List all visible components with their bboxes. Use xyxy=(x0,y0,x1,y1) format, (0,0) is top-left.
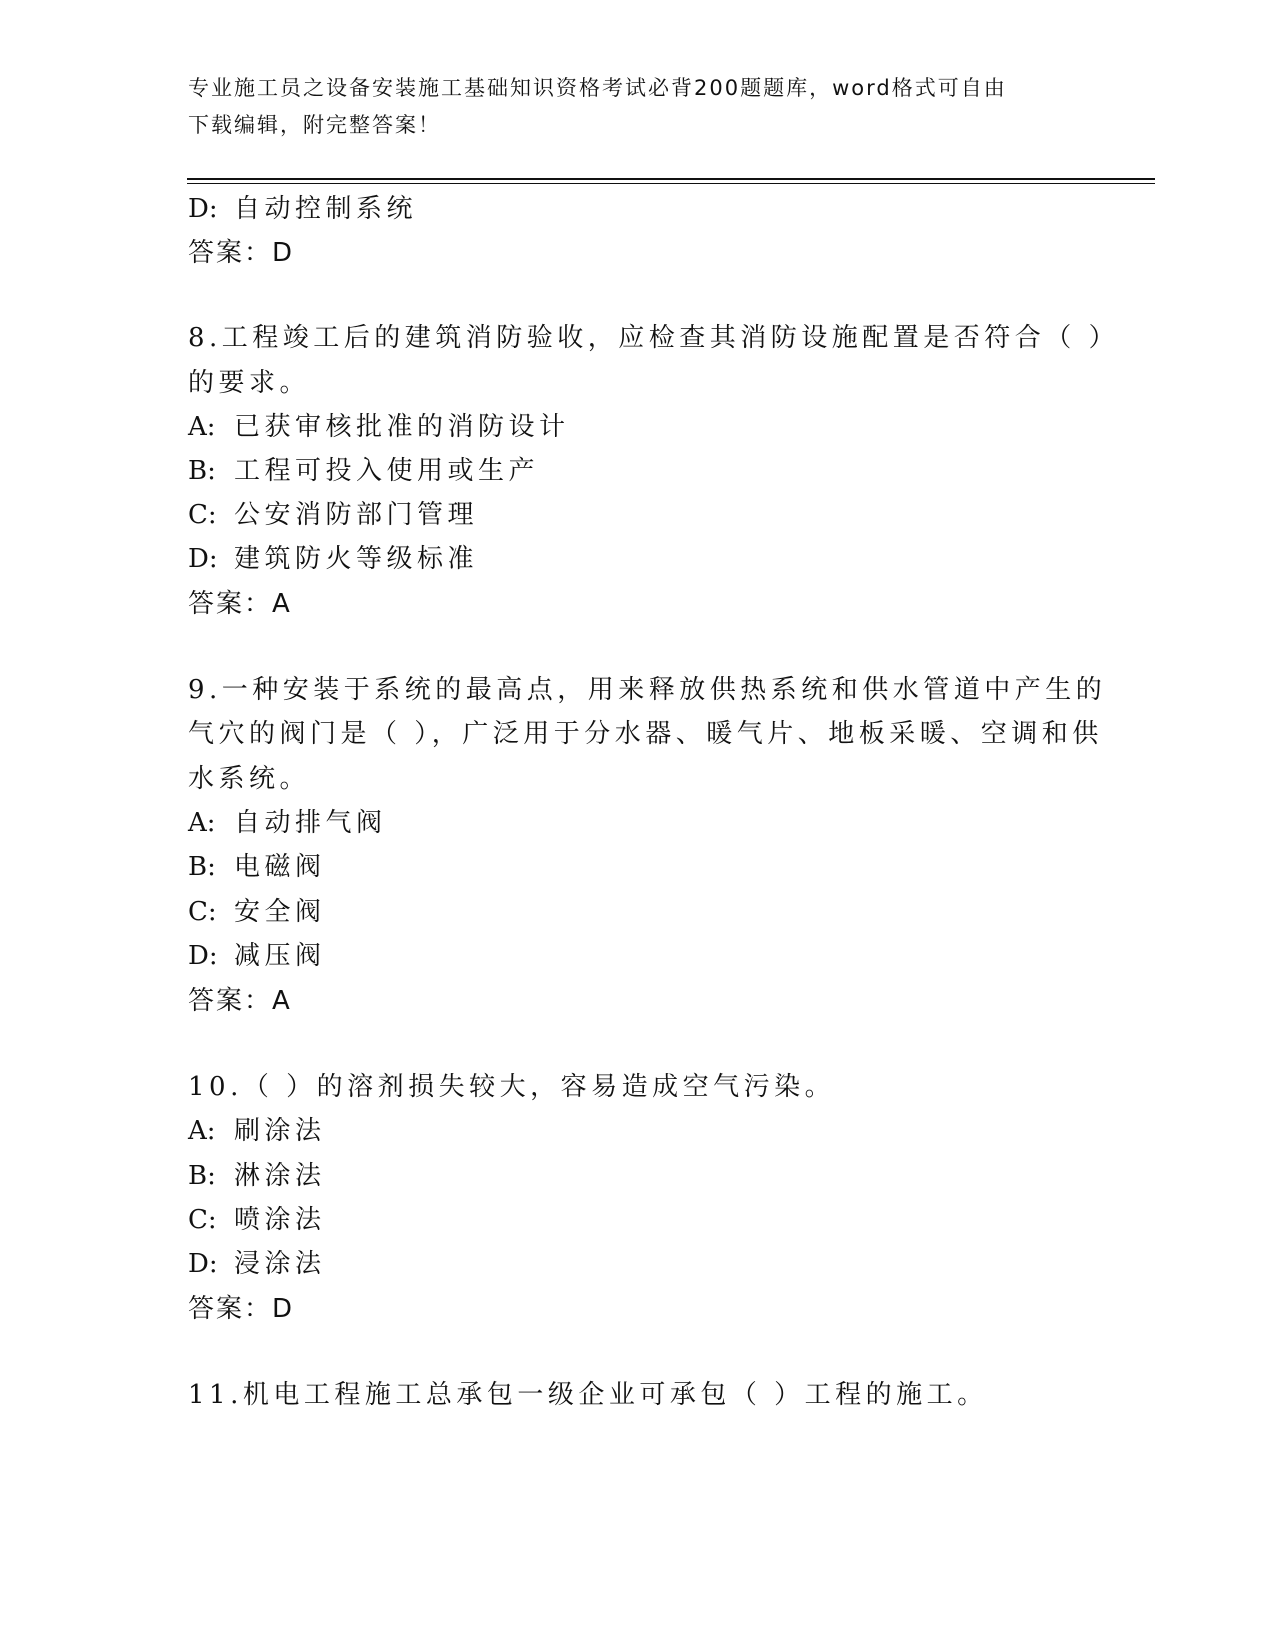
option-text: 电磁阀 xyxy=(234,852,326,882)
option-letter: A: xyxy=(188,808,216,838)
q8-stem-line-1: 8.工程竣工后的建筑消防验收，应检查其消防设施配置是否符合（ ） xyxy=(188,323,1120,353)
q9-option-a xyxy=(188,806,387,840)
q9-option-c xyxy=(188,895,326,929)
option-text: 浸涂法 xyxy=(234,1249,326,1279)
prev-answer: 答案：D xyxy=(188,238,295,268)
option-text: 已获审核批准的消防设计 xyxy=(234,412,570,442)
header-line-1: 专业施工员之设备安装施工基础知识资格考试必背200题题库，word格式可自由 xyxy=(188,76,1007,100)
q11-stem-line-1: 11.机电工程施工总承包一级企业可承包（ ）工程的施工。 xyxy=(188,1380,988,1410)
option-text: 公安消防部门管理 xyxy=(234,500,479,530)
option-letter: A: xyxy=(188,412,216,442)
q9-stem-line-2: 气穴的阀门是（ ），广泛用于分水器、暖气片、地板采暖、空调和供 xyxy=(188,719,1103,749)
option-letter: B: xyxy=(188,852,216,882)
q8-stem-line-2: 的要求。 xyxy=(188,368,311,398)
document-header xyxy=(188,70,1088,144)
q10-option-b xyxy=(188,1159,326,1193)
option-letter: A: xyxy=(188,1116,216,1146)
option-text: 自动控制系统 xyxy=(234,194,418,224)
option-text: 工程可投入使用或生产 xyxy=(234,456,540,486)
option-letter: D: xyxy=(188,544,218,574)
q8-option-a xyxy=(188,410,570,444)
option-text: 安全阀 xyxy=(234,897,326,927)
option-letter: D: xyxy=(188,194,218,224)
option-letter: D: xyxy=(188,941,218,971)
q10-option-a xyxy=(188,1114,326,1148)
q9-option-d xyxy=(188,939,326,973)
q10-option-d xyxy=(188,1247,326,1281)
header-divider-thin xyxy=(187,183,1155,184)
option-letter: C: xyxy=(188,1205,217,1235)
q9-answer: 答案：A xyxy=(188,986,292,1016)
q8-option-d xyxy=(188,542,478,576)
option-letter: C: xyxy=(188,500,217,530)
option-text: 喷涂法 xyxy=(234,1205,326,1235)
option-letter: C: xyxy=(188,897,217,927)
q8-answer: 答案：A xyxy=(188,589,292,619)
q9-stem-line-3: 水系统。 xyxy=(188,764,311,794)
option-text: 淋涂法 xyxy=(234,1161,326,1191)
q9-option-b xyxy=(188,850,326,884)
prev-option-d xyxy=(188,192,417,226)
option-letter: B: xyxy=(188,456,216,486)
q10-answer: 答案：D xyxy=(188,1294,295,1324)
option-text: 刷涂法 xyxy=(234,1116,326,1146)
q10-stem-line-1: 10.（ ）的溶剂损失较大，容易造成空气污染。 xyxy=(188,1072,836,1102)
option-text: 减压阀 xyxy=(234,941,326,971)
option-text: 自动排气阀 xyxy=(234,808,387,838)
option-text: 建筑防火等级标准 xyxy=(234,544,479,574)
q8-option-b xyxy=(188,454,539,488)
q8-option-c xyxy=(188,498,478,532)
q9-stem-line-1: 9.一种安装于系统的最高点，用来释放供热系统和供水管道中产生的 xyxy=(188,675,1107,705)
option-letter: D: xyxy=(188,1249,218,1279)
option-letter: B: xyxy=(188,1161,216,1191)
q10-option-c xyxy=(188,1203,326,1237)
header-divider-thick xyxy=(187,178,1155,180)
header-line-2: 下载编辑，附完整答案！ xyxy=(188,113,441,137)
